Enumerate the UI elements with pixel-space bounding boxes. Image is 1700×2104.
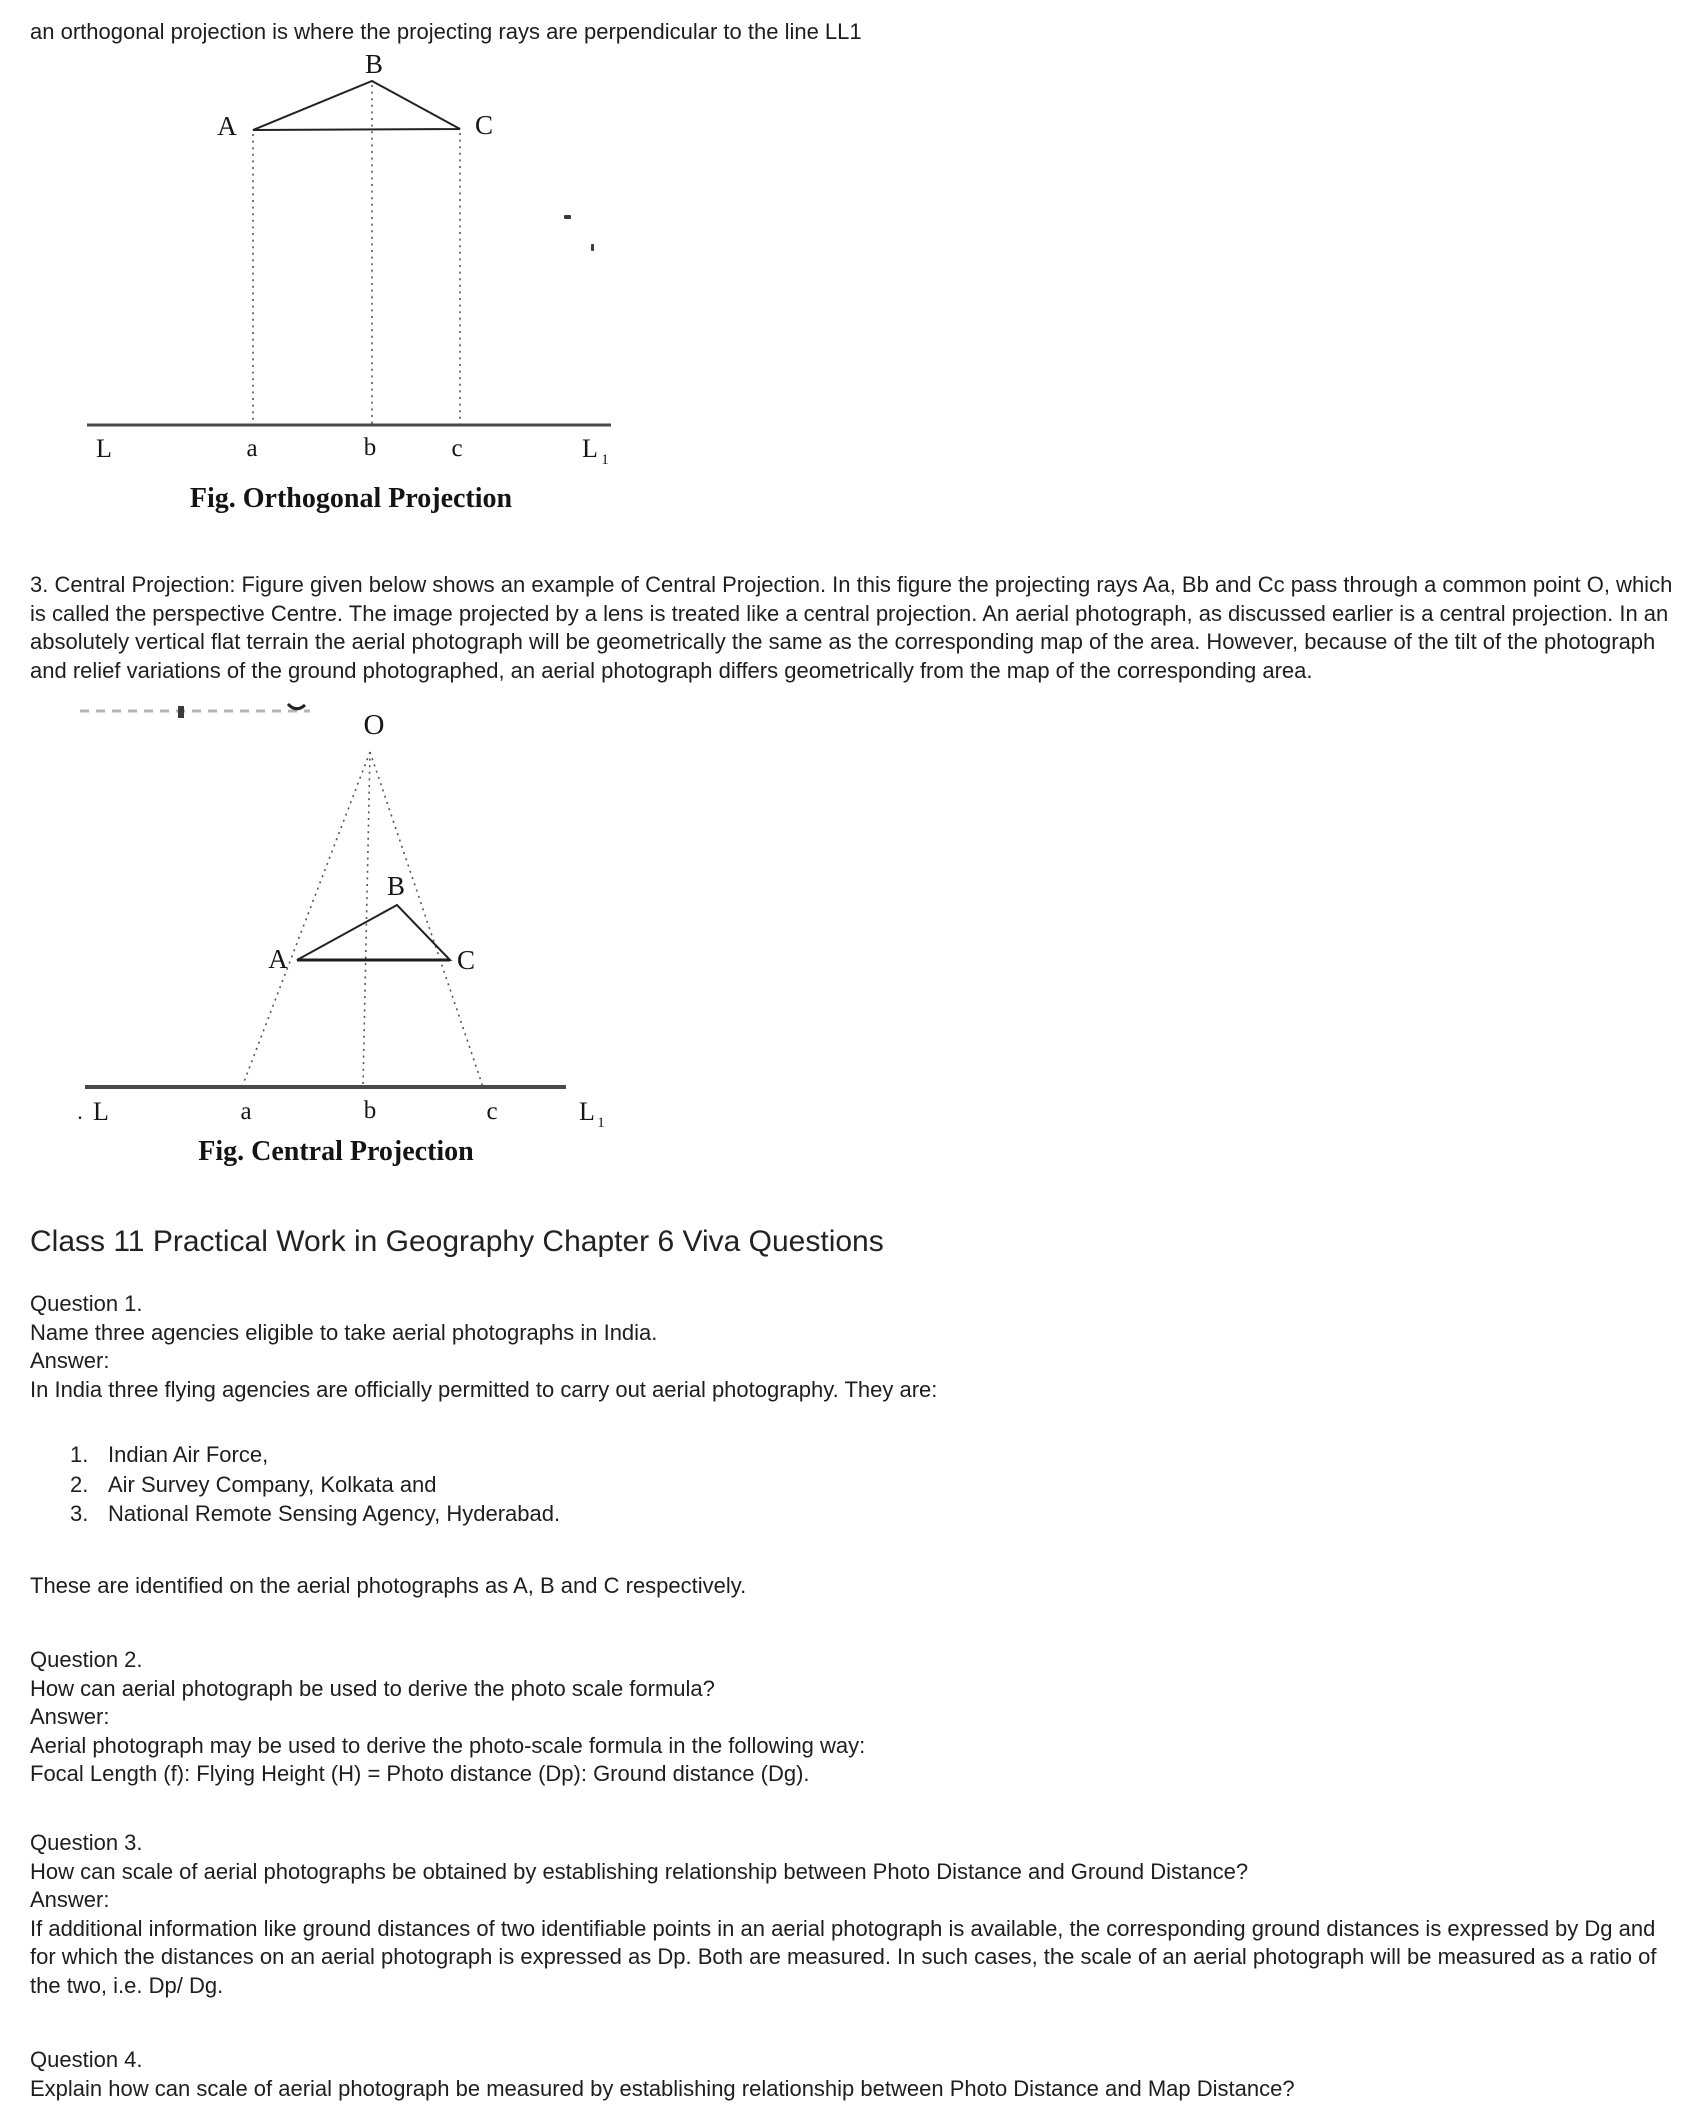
central-label-b: b [363,1097,377,1124]
list-item-number: 3. [70,1501,89,1526]
central-projection-paragraph: 3. Central Projection: Figure given below shows an example of Central Projection. In this figure the projecting rays Aa, Bb and Cc pass through a common point O, which is called the perspective Centre. The image projected by a lens is treated like a central projection. An aerial photograph, as discussed earlier is a central projection. In an absolutely vertical flat terrain the aerial photograph will be geometrically the same as the corresponding map of the area. However, because of the tilt of the photograph and relief variations of the ground photographed, an aerial photograph differs geometrically from the map of the corresponding area. [30,572,1673,683]
question-2-block [30,1646,1675,1789]
central-triangle [297,905,450,960]
list-item-number: 2. [70,1471,89,1497]
central-label-O: O [363,709,385,741]
agency-list [30,1440,560,1529]
list-item [30,1470,560,1500]
question-3-label: Question 3. [30,1830,143,1855]
list-item [30,1440,560,1470]
central-label-L: L [93,1097,109,1126]
list-item-text: Indian Air Force, [108,1442,269,1467]
orthogonal-label-L: L [96,434,112,463]
list-item-number: 1. [70,1442,89,1467]
question-1-text: Name three agencies eligible to take aerial photographs in India. [30,1319,658,1345]
question-2-text: How can aerial photograph be used to derive the photo scale formula? [30,1675,715,1701]
question-1-label: Question 1. [30,1291,143,1316]
central-projecting-rays [242,752,483,1087]
question-4-block [30,2046,1678,2103]
question-4-label: Question 4. [30,2047,143,2072]
svg-text:L: L [582,434,598,463]
orthogonal-label-a: a [246,435,258,462]
question-2-answer-label: Answer: [30,1704,110,1729]
scan-artifacts [564,215,594,251]
orthogonal-triangle [253,81,460,130]
central-leading-dot: . [77,1099,83,1124]
orthogonal-label-C: C [474,110,494,140]
list-item [30,1499,560,1529]
svg-text:L: L [579,1097,595,1126]
central-caption: Fig. Central Projection [198,1136,474,1167]
smudge-artifact [80,704,310,718]
central-label-A: A [268,944,288,974]
orthogonal-label-b: b [363,434,377,461]
question-1-block [30,1290,1675,1404]
svg-text:1: 1 [597,1115,605,1131]
central-label-a: a [240,1098,252,1125]
question-1-note: These are identified on the aerial photographs as A, B and C respectively. [30,1573,747,1598]
svg-text:1: 1 [601,452,609,468]
orthogonal-projection-figure [60,45,640,525]
question-3-answer-label: Answer: [30,1887,110,1912]
central-projection-figure [60,698,640,1172]
list-item-text: Air Survey Company, Kolkata and [108,1471,437,1497]
orthogonal-label-c: c [451,435,463,462]
question-2-answer-line1: Aerial photograph may be used to derive the photo-scale formula in the following way: [30,1732,866,1758]
question-3-block [30,1829,1678,2000]
central-label-C: C [456,945,476,975]
orthogonal-label-B: B [364,49,384,79]
central-label-c: c [486,1098,498,1125]
intro-line: an orthogonal projection is where the projecting rays are perpendicular to the line LL1 [30,19,862,44]
question-3-text: How can scale of aerial photographs be obtained by establishing relationship between Photo Distance and Ground Distance? [30,1858,1249,1884]
question-2-label: Question 2. [30,1647,143,1672]
orthogonal-caption: Fig. Orthogonal Projection [189,483,513,514]
central-label-L1 [579,1097,605,1131]
orthogonal-projecting-rays [253,85,460,425]
question-1-answer-intro: In India three flying agencies are officially permitted to carry out aerial photography. They are: [30,1376,938,1402]
section-heading: Class 11 Practical Work in Geography Chapter 6 Viva Questions [30,1225,884,1258]
central-label-B: B [386,871,406,901]
orthogonal-label-A: A [217,111,237,141]
question-2-answer-line2: Focal Length (f): Flying Height (H) = Photo distance (Dp): Ground distance (Dg). [30,1761,810,1786]
question-4-text: Explain how can scale of aerial photograph be measured by establishing relationship between Photo Distance and Map Distance? [30,2075,1295,2101]
question-1-answer-label: Answer: [30,1348,110,1373]
orthogonal-label-L1 [582,434,609,468]
list-item-text: National Remote Sensing Agency, Hyderabad. [108,1501,561,1526]
question-3-answer: If additional information like ground distances of two identifiable points in an aerial photograph is available, the corresponding ground distances is expressed by Dg and for which the distances on an aerial photograph is expressed as Dp. Both are measured. In such cases, the scale of an aerial photograph will be measured as a ratio of the two, i.e. Dp/ Dg. [30,1915,1657,1998]
